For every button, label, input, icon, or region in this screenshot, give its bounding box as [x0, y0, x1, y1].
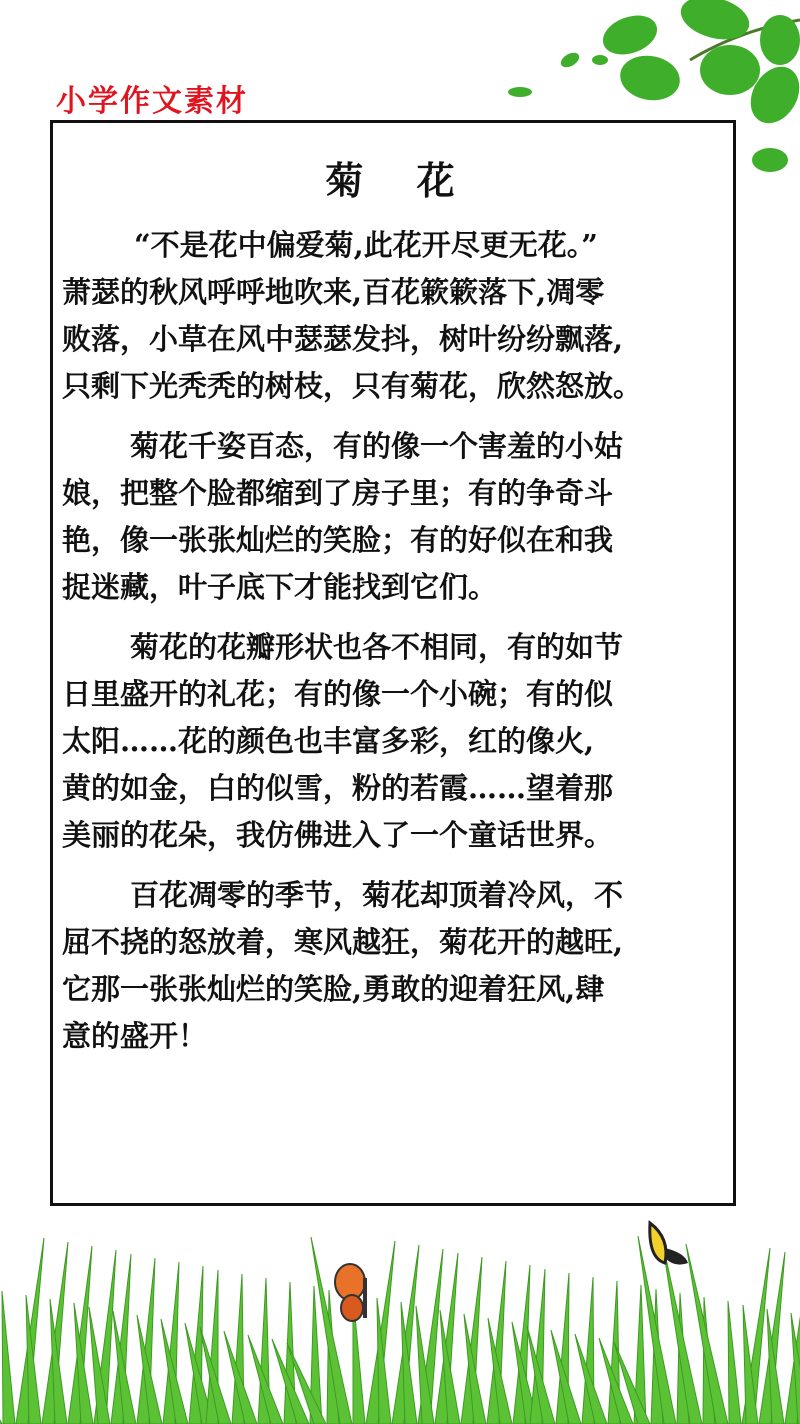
category-label: 小学作文素材	[56, 84, 248, 119]
paragraph-1	[62, 222, 732, 410]
article-body	[62, 222, 732, 1073]
text-line: 屈不挠的怒放着，寒风越狂，菊花开的越旺,	[62, 925, 624, 959]
text-line: 意的盛开！	[62, 1019, 208, 1053]
paragraph-4	[62, 872, 732, 1060]
butterfly-yellow-icon	[640, 1218, 695, 1278]
text-line: 日里盛开的礼花；有的像一个小碗；有的似	[62, 677, 614, 711]
text-line: 只剩下光秃秃的树枝，只有菊花，欣然怒放。	[62, 369, 643, 403]
paragraph-3	[62, 624, 732, 859]
text-line: 黄的如金，白的似雪，粉的若霞……望着那	[62, 771, 614, 805]
grass-blade	[728, 1301, 741, 1424]
text-line: 捉迷藏，叶子底下才能找到它们。	[62, 570, 498, 604]
grass-blade	[0, 1344, 2, 1424]
text-line: 它那一张张灿烂的笑脸,勇敢的迎着狂风,肆	[62, 972, 605, 1006]
text-line: “不是花中偏爱菊,此花开尽更无花。”	[134, 228, 598, 262]
butterfly-orange-icon	[330, 1260, 390, 1330]
text-line: 败落，小草在风中瑟瑟发抖，树叶纷纷飘落,	[62, 322, 624, 356]
text-line: 美丽的花朵，我仿佛进入了一个童话世界。	[62, 818, 614, 852]
text-line: 艳，像一张张灿烂的笑脸；有的好似在和我	[62, 523, 614, 557]
text-line: 菊花的花瓣形状也各不相同，有的如节	[130, 630, 624, 664]
text-line: 娘，把整个脸都缩到了房子里；有的争奇斗	[62, 476, 614, 510]
text-line: 百花凋零的季节，菊花却顶着冷风，不	[130, 878, 624, 912]
text-line: 菊花千姿百态，有的像一个害羞的小姑	[130, 429, 624, 463]
paragraph-2	[62, 423, 732, 611]
article-title: 菊 花	[325, 158, 475, 203]
text-line: 太阳……花的颜色也丰富多彩，红的像火,	[62, 724, 595, 758]
grass-blade	[2, 1291, 15, 1424]
text-line: 萧瑟的秋风呼呼地吹来,百花簌簌落下,凋零	[62, 275, 605, 309]
